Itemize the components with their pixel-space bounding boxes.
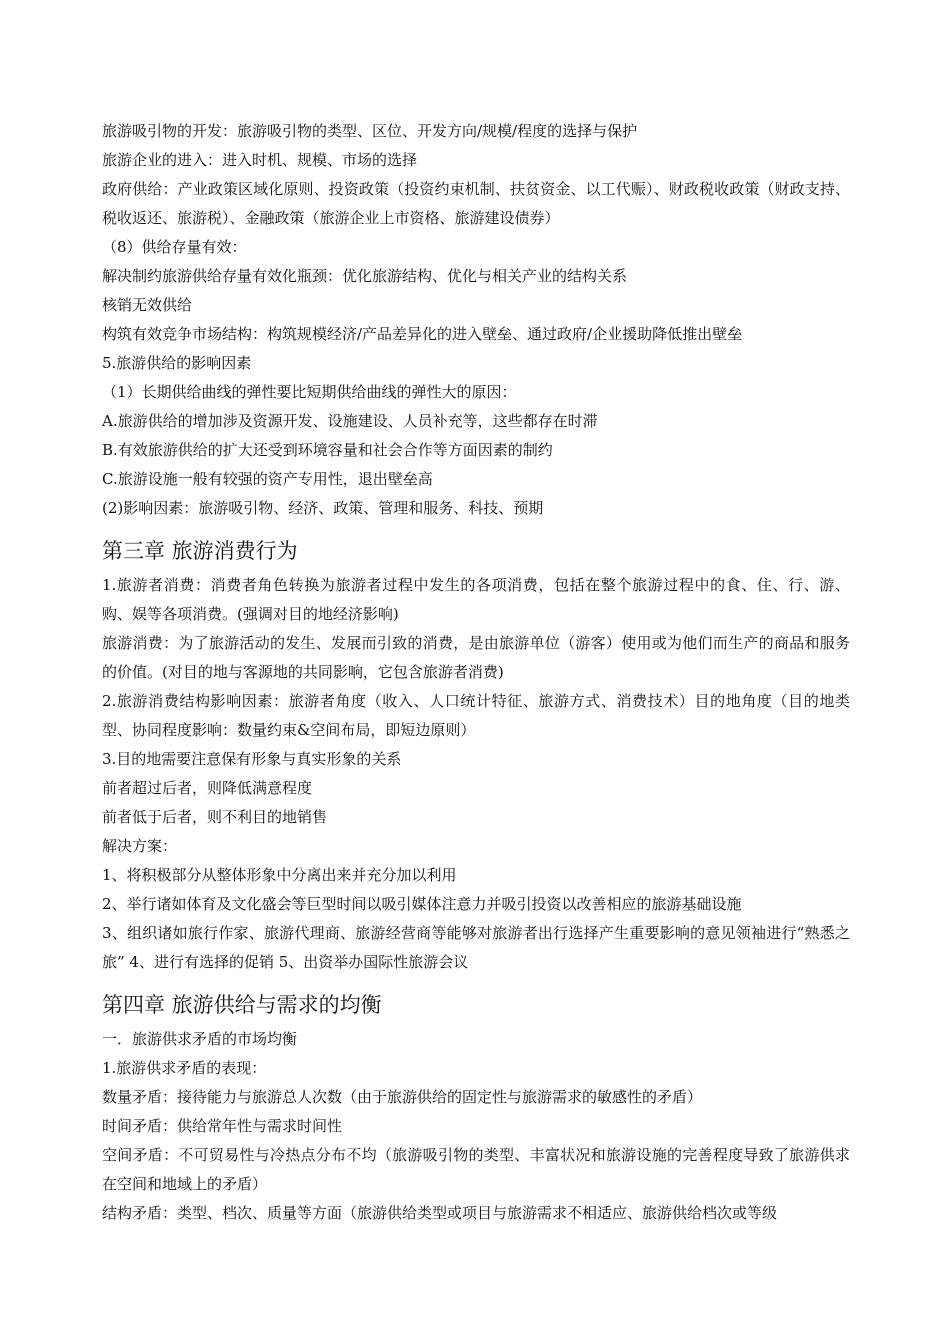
text-line: 时间矛盾：供给常年性与需求时间性 — [102, 1117, 343, 1135]
text-line: 1.旅游供求矛盾的表现： — [102, 1059, 267, 1077]
section-chapter-4 — [102, 1025, 850, 1228]
text-line: B.有效旅游供给的扩大还受到环境容量和社会合作等方面因素的制约 — [102, 441, 553, 459]
chapter-4-heading: 第四章 旅游供给与需求的均衡 — [102, 993, 382, 1017]
text-line: 旅游吸引物的开发：旅游吸引物的类型、区位、开发方向/规模/程度的选择与保护 — [102, 122, 638, 140]
text-paragraph: 空间矛盾：不可贸易性与冷热点分布不均（旅游吸引物的类型、丰富状况和旅游设施的完善程度导致了旅游供求在空间和地域上的矛盾） — [102, 1146, 850, 1193]
text-paragraph: 2.旅游消费结构影响因素：旅游者角度（收入、人口统计特征、旅游方式、消费技术）目的地角度（目的地类型、协同程度影响：数量约束&空间布局，即短边原则） — [102, 692, 850, 739]
text-paragraph: 旅游消费：为了旅游活动的发生、发展而引致的消费，是由旅游单位（游客）使用或为他们而生产的商品和服务的价值。(对目的地与客源地的共同影响，它包含旅游者消费) — [102, 634, 850, 681]
text-line: 前者低于后者，则不利目的地销售 — [102, 808, 328, 826]
text-line: C.旅游设施一般有较强的资产专用性，退出壁垒高 — [102, 470, 433, 488]
text-line: 数量矛盾：接待能力与旅游总人次数（由于旅游供给的固定性与旅游需求的敏感性的矛盾） — [102, 1088, 703, 1106]
text-line: 解决制约旅游供给存量有效化瓶颈：优化旅游结构、优化与相关产业的结构关系 — [102, 267, 628, 285]
text-paragraph: 政府供给：产业政策区域化原则、投资政策（投资约束机制、扶贫资金、以工代赈）、财政税收政策（财政支持、税收返还、旅游税）、金融政策（旅游企业上市资格、旅游建设债券） — [102, 180, 850, 227]
text-line: 解决方案： — [102, 837, 178, 855]
text-line: 构筑有效竞争市场结构：构筑规模经济/产品差异化的进入壁垒、通过政府/企业援助降低推出壁垒 — [102, 325, 743, 343]
text-line: 前者超过后者，则降低满意程度 — [102, 779, 313, 797]
text-line: 2、举行诸如体育及文化盛会等巨型时间以吸引媒体注意力并吸引投资以改善相应的旅游基础设施 — [102, 895, 742, 913]
text-line: 3.目的地需要注意保有形象与真实形象的关系 — [102, 750, 402, 768]
section-chapter-3 — [102, 571, 850, 977]
text-line: A.旅游供给的增加涉及资源开发、设施建设、人员补充等，这些都存在时滞 — [102, 412, 598, 430]
text-line: （8）供给存量有效： — [102, 238, 247, 256]
text-line: 5.旅游供给的影响因素 — [102, 354, 252, 372]
chapter-3-heading: 第三章 旅游消费行为 — [102, 539, 298, 563]
text-line: (2)影响因素：旅游吸引物、经济、政策、管理和服务、科技、预期 — [102, 499, 544, 517]
text-line: 一．旅游供求矛盾的市场均衡 — [102, 1030, 298, 1048]
text-line: 核销无效供给 — [102, 296, 193, 314]
text-line: 结构矛盾：类型、档次、质量等方面（旅游供给类型或项目与旅游需求不相适应、旅游供给档次或等级 — [102, 1204, 778, 1222]
text-line: （1）长期供给曲线的弹性要比短期供给曲线的弹性大的原因： — [102, 383, 517, 401]
text-line: 1、将积极部分从整体形象中分离出来并充分加以利用 — [102, 866, 457, 884]
section-supply-intro — [102, 117, 850, 523]
text-paragraph: 1.旅游者消费：消费者角色转换为旅游者过程中发生的各项消费，包括在整个旅游过程中的食、住、行、游、购、娱等各项消费。(强调对目的地经济影响) — [102, 576, 850, 623]
text-line: 旅游企业的进入：进入时机、规模、市场的选择 — [102, 151, 418, 169]
document-page — [102, 117, 850, 1228]
text-paragraph: 3、组织诸如旅行作家、旅游代理商、旅游经营商等能够对旅游者出行选择产生重要影响的意见领袖进行“熟悉之旅” 4、进行有选择的促销 5、出资举办国际性旅游会议 — [102, 924, 850, 971]
